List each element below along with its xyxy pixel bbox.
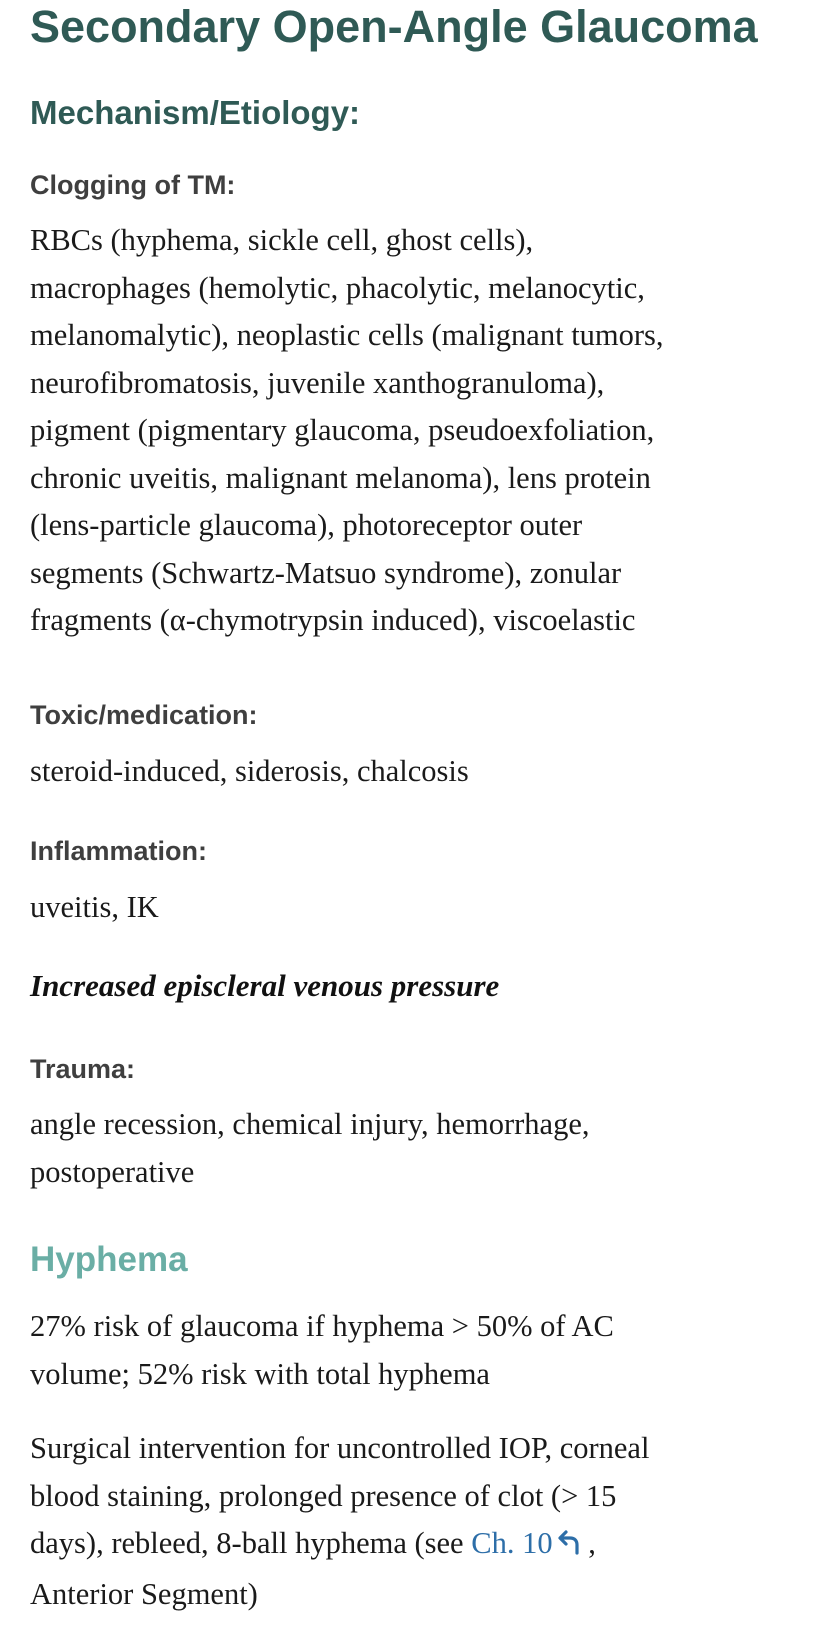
text-line: chronic uveitis, malignant melanoma), lens protein: [30, 460, 651, 495]
label-trauma: Trauma:: [30, 1054, 136, 1084]
section-heading-mechanism: Mechanism/Etiology:: [30, 94, 361, 131]
text-line-with-link: [30, 1520, 820, 1571]
text-before-link: days), rebleed, 8-ball hyphema (see: [30, 1526, 472, 1560]
text-line: postoperative: [30, 1154, 195, 1189]
hyphema-heading: Hyphema: [30, 1240, 188, 1279]
text-after-link: ,: [580, 1526, 596, 1560]
hyphema-risk-text: [30, 1303, 820, 1398]
episcleral-heading: Increased episcleral venous pressure: [30, 968, 500, 1003]
text-line: pigment (pigmentary glaucoma, pseudoexfoliation,: [30, 413, 655, 447]
text-line: Surgical intervention for uncontrolled IOP, corneal: [30, 1431, 650, 1465]
toxic-text: steroid-induced, siderosis, chalcosis: [30, 754, 469, 788]
text-line: (lens-particle glaucoma), photoreceptor outer: [30, 508, 583, 542]
chapter-link-label: Ch. 10: [471, 1526, 553, 1560]
text-line: Anterior Segment): [30, 1576, 258, 1611]
text-line: segments (Schwartz-Matsuo syndrome), zonular: [30, 555, 622, 590]
chapter-link[interactable]: [471, 1526, 580, 1560]
label-clogging: Clogging of TM:: [30, 170, 236, 200]
return-arrow-icon: [557, 1523, 581, 1571]
inflammation-text: uveitis, IK: [30, 890, 159, 924]
text-line: macrophages (hemolytic, phacolytic, melanocytic,: [30, 270, 645, 305]
text-line: volume; 52% risk with total hyphema: [30, 1356, 490, 1391]
text-line: 27% risk of glaucoma if hyphema > 50% of AC: [30, 1309, 614, 1343]
text-line: melanomalytic), neoplastic cells (malignant tumors,: [30, 318, 664, 352]
text-line: blood staining, prolonged presence of clot (> 15: [30, 1478, 617, 1513]
page-title: Secondary Open-Angle Glaucoma: [30, 1, 758, 52]
text-line: angle recession, chemical injury, hemorrhage,: [30, 1107, 590, 1141]
label-inflammation: Inflammation:: [30, 836, 208, 866]
text-line: fragments (α-chymotrypsin induced), viscoelastic: [30, 603, 636, 637]
clogging-text: [30, 217, 820, 645]
hyphema-surgical-text: [30, 1425, 820, 1618]
label-toxic: Toxic/medication:: [30, 700, 258, 730]
text-line: RBCs (hyphema, sickle cell, ghost cells),: [30, 223, 534, 257]
text-line: neurofibromatosis, juvenile xanthogranuloma),: [30, 365, 605, 400]
trauma-text: [30, 1101, 820, 1196]
